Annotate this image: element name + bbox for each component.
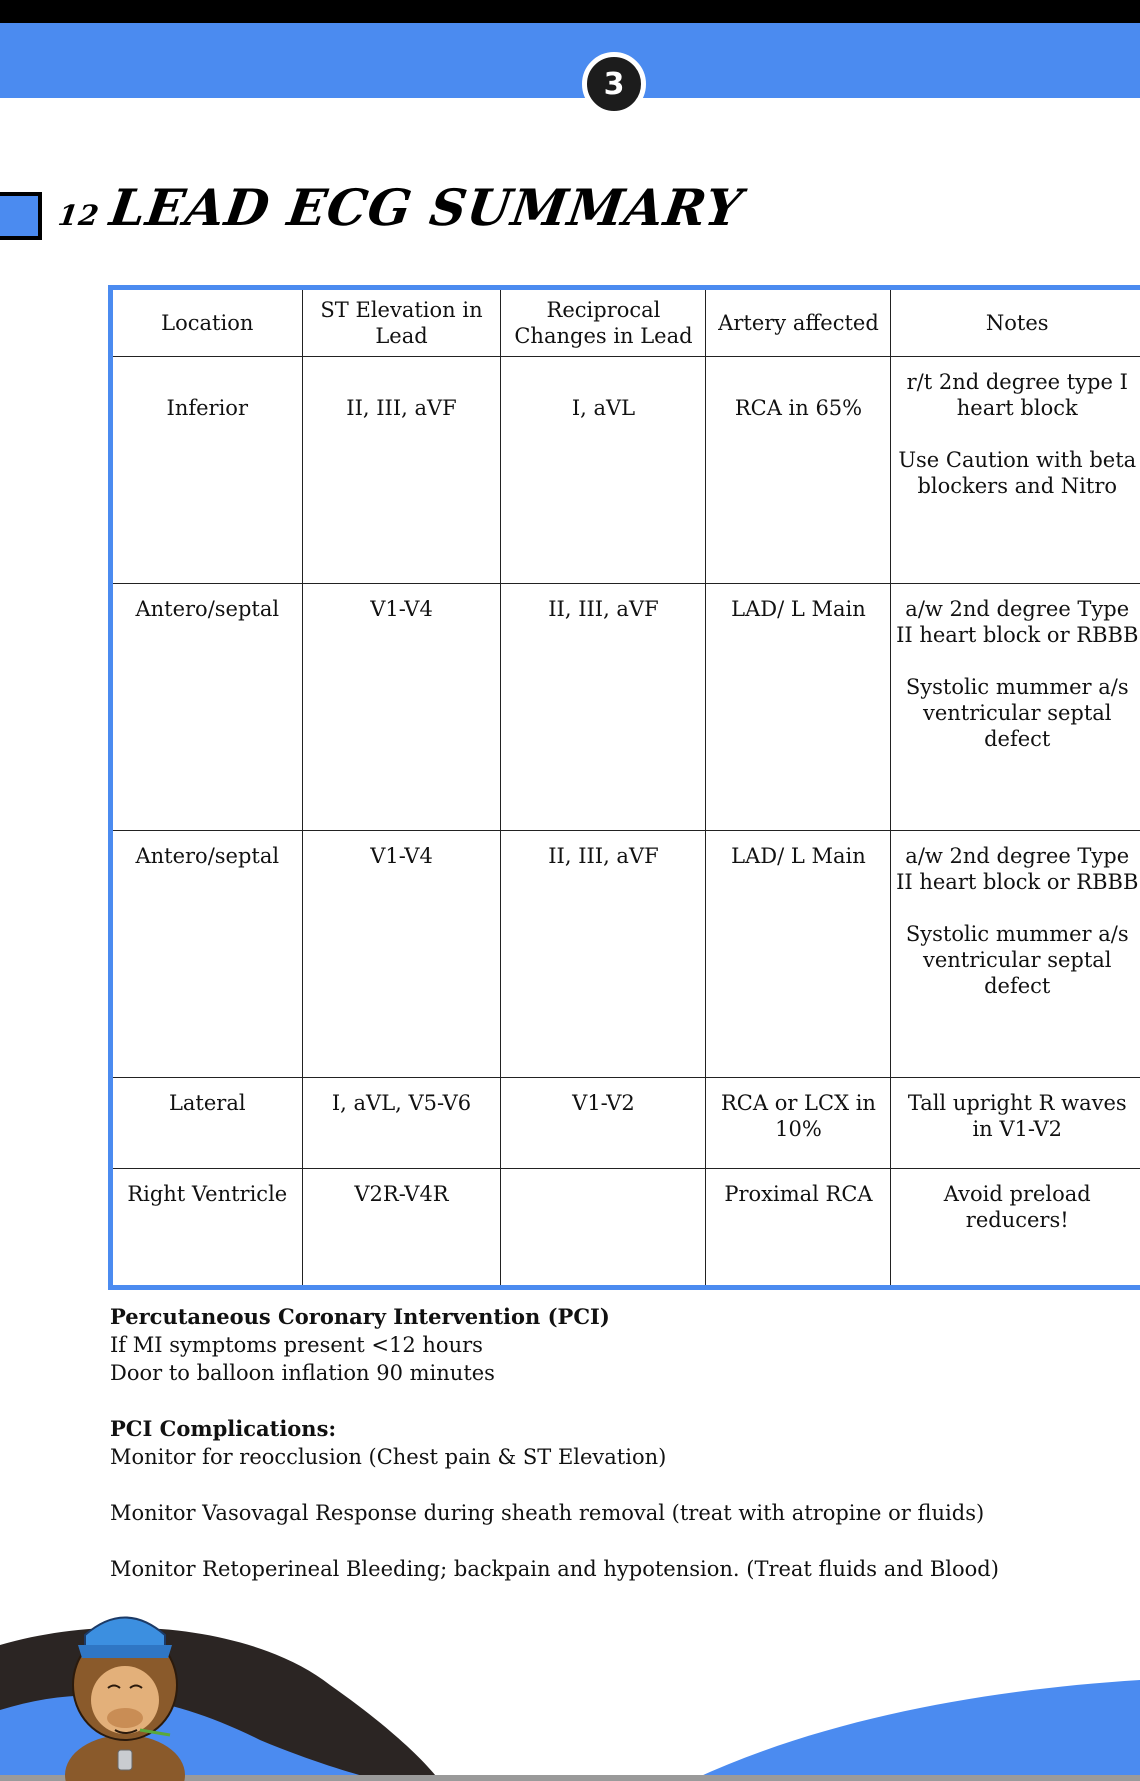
pci-line: Door to balloon inflation 90 minutes [110, 1361, 495, 1385]
cell-artery: RCA in 65% [706, 357, 891, 584]
cell-notes: a/w 2nd degree Type II heart block or RBBB Systolic mummer a/s ventricular septal defect [891, 831, 1140, 1078]
table-row [111, 831, 1140, 1078]
cell-st-elevation: V1-V4 [302, 584, 501, 831]
title-number: 12 [56, 199, 102, 232]
pci-complications-heading: PCI Complications: [110, 1416, 337, 1441]
pci-complication: Monitor Vasovagal Response during sheath removal (treat with atropine or fluids) [110, 1501, 985, 1525]
ecg-summary-table [108, 285, 1140, 1290]
header-st-elevation: ST Elevation in Lead [302, 288, 501, 357]
cell-reciprocal: I, aVL [501, 357, 706, 584]
pci-complication: Monitor Retoperineal Bleeding; backpain and hypotension. (Treat fluids and Blood) [110, 1557, 999, 1581]
pci-section [110, 1303, 999, 1583]
table-row [111, 357, 1140, 584]
header-band [0, 23, 1140, 98]
table-header-row [111, 288, 1140, 357]
table-row [111, 584, 1140, 831]
cell-reciprocal: II, III, aVF [501, 584, 706, 831]
header-location: Location [111, 288, 303, 357]
table-row [111, 1169, 1140, 1288]
cell-artery: Proximal RCA [706, 1169, 891, 1288]
cell-st-elevation: V1-V4 [302, 831, 501, 1078]
pci-heading: Percutaneous Coronary Intervention (PCI) [110, 1304, 610, 1329]
cell-reciprocal: V1-V2 [501, 1078, 706, 1169]
cell-st-elevation: I, aVL, V5-V6 [302, 1078, 501, 1169]
header-artery: Artery affected [706, 288, 891, 357]
cell-location: Antero/septal [111, 584, 303, 831]
header-notes: Notes [891, 288, 1140, 357]
page-title [52, 178, 746, 258]
pci-complication: Monitor for reocclusion (Chest pain & ST Elevation) [110, 1445, 667, 1469]
title-text: LEAD ECG SUMMARY [106, 178, 747, 237]
cell-st-elevation: V2R-V4R [302, 1169, 501, 1288]
cell-location: Right Ventricle [111, 1169, 303, 1288]
cell-st-elevation: II, III, aVF [302, 357, 501, 584]
cell-artery: LAD/ L Main [706, 584, 891, 831]
cell-notes: Avoid preload reducers! [891, 1169, 1140, 1288]
page-number-badge: 3 [582, 52, 646, 116]
blue-swoosh-right [690, 1680, 1140, 1781]
cell-notes: Tall upright R waves in V1-V2 [891, 1078, 1140, 1169]
title-marker [0, 192, 42, 240]
cell-artery: RCA or LCX in 10% [706, 1078, 891, 1169]
pci-line: If MI symptoms present <12 hours [110, 1333, 483, 1357]
cell-reciprocal [501, 1169, 706, 1288]
cell-location: Lateral [111, 1078, 303, 1169]
bottom-decoration [0, 1590, 1140, 1781]
cell-reciprocal: II, III, aVF [501, 831, 706, 1078]
cell-location: Inferior [111, 357, 303, 584]
cell-artery: LAD/ L Main [706, 831, 891, 1078]
cell-notes: r/t 2nd degree type I heart block Use Caution with beta blockers and Nitro [891, 357, 1140, 584]
cell-notes: a/w 2nd degree Type II heart block or RBBB Systolic mummer a/s ventricular septal defect [891, 584, 1140, 831]
top-bar [0, 0, 1140, 23]
cell-location: Antero/septal [111, 831, 303, 1078]
table-row [111, 1078, 1140, 1169]
header-reciprocal: Reciprocal Changes in Lead [501, 288, 706, 357]
